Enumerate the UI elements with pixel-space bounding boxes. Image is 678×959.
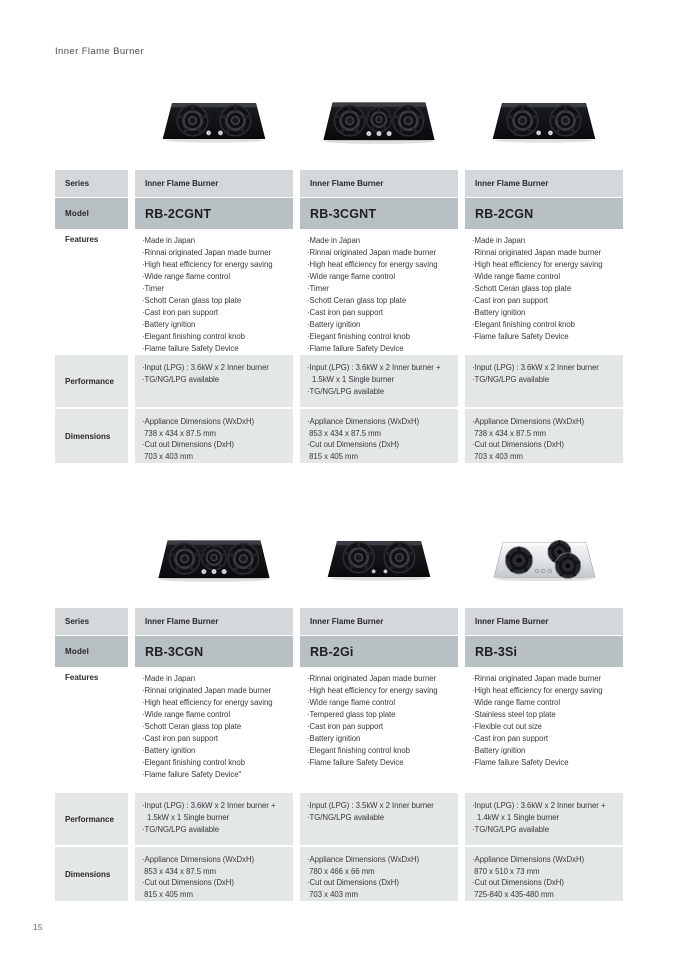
model-value: RB-3Si	[465, 636, 623, 667]
spec-line: ·TG/NG/LPG available	[472, 375, 549, 384]
spec-line: 815 x 405 mm	[142, 889, 193, 899]
spec-line: ·Cast iron pan support	[307, 722, 384, 731]
product-image-rb-3si	[465, 526, 623, 596]
spec-line: ·High heat efficiency for energy saving	[472, 686, 603, 695]
spec-line: ·Appliance Dimensions (WxDxH)	[307, 855, 420, 864]
performance-label: Performance	[55, 793, 128, 845]
spec-line: ·Battery ignition	[142, 320, 196, 329]
product-image-row-1	[55, 88, 623, 158]
spec-line: ·Flexible cut out size	[472, 722, 542, 731]
series-value: Inner Flame Burner	[135, 170, 293, 197]
spec-line: ·Battery ignition	[307, 734, 361, 743]
dimensions-list	[135, 847, 293, 901]
series-value: Inner Flame Burner	[300, 608, 458, 635]
spec-line: ·Cast iron pan support	[307, 308, 384, 317]
product-image-row-2	[55, 526, 623, 596]
spec-line: ·Input (LPG) : 3.5kW x 2 Inner burner	[307, 801, 434, 810]
spec-line: ·Rinnai originated Japan made burner	[142, 686, 272, 695]
spec-line: ·Wide range flame control	[142, 710, 231, 719]
spec-line: ·Flame failure Safety Device	[142, 344, 239, 353]
spec-line: ·Made in Japan	[142, 674, 196, 683]
spec-line: ·TG/NG/LPG available	[142, 375, 219, 384]
spec-line: ·TG/NG/LPG available	[307, 813, 384, 822]
spec-line: ·Made in Japan	[472, 236, 526, 245]
spec-line: ·Appliance Dimensions (WxDxH)	[472, 855, 585, 864]
spec-line: ·Elegant finishing control knob	[307, 332, 410, 341]
spec-line: ·Battery ignition	[472, 308, 526, 317]
spec-line: ·Made in Japan	[142, 236, 196, 245]
spec-line: ·High heat efficiency for energy saving	[307, 260, 438, 269]
spec-line: ·Cut out Dimensions (DxH)	[307, 878, 399, 887]
spec-line: ·Battery ignition	[307, 320, 361, 329]
spec-line: 853 x 434 x 87.5 mm	[142, 866, 216, 876]
series-value: Inner Flame Burner	[300, 170, 458, 197]
spec-line: ·Rinnai originated Japan made burner	[142, 248, 272, 257]
page-number: 15	[33, 922, 43, 932]
spec-line: ·Timer	[142, 284, 164, 293]
performance-list	[300, 355, 458, 407]
series-row-2	[55, 608, 623, 635]
spec-line: ·Wide range flame control	[307, 698, 396, 707]
spec-line: ·Wide range flame control	[307, 272, 396, 281]
spec-line: ·Input (LPG) : 3.6kW x 2 Inner burner + 1.5kW x 1 Single burner	[307, 363, 443, 384]
spec-line: ·High heat efficiency for energy saving	[472, 260, 603, 269]
performance-list	[465, 793, 623, 845]
spec-line: ·Rinnai originated Japan made burner	[307, 674, 437, 683]
product-image-rb-3cgn	[135, 526, 293, 596]
spec-line: ·High heat efficiency for energy saving	[307, 686, 438, 695]
spec-line: ·Cut out Dimensions (DxH)	[472, 440, 564, 449]
spec-line: ·Wide range flame control	[142, 272, 231, 281]
performance-label: Performance	[55, 355, 128, 407]
spec-line: ·Wide range flame control	[472, 698, 561, 707]
product-image-rb-2gi	[300, 526, 458, 596]
features-list	[465, 671, 623, 793]
dimensions-list	[465, 409, 623, 463]
dimensions-list	[135, 409, 293, 463]
features-label: Features	[55, 671, 128, 793]
dimensions-list	[300, 409, 458, 463]
features-list	[300, 233, 458, 355]
spec-line: ·Timer	[307, 284, 329, 293]
spec-line: ·Appliance Dimensions (WxDxH)	[472, 417, 585, 426]
dimensions-label: Dimensions	[55, 847, 128, 901]
features-list	[465, 233, 623, 355]
spec-line: ·Input (LPG) : 3.6kW x 2 Inner burner	[142, 363, 269, 372]
spec-line: ·Schott Ceran glass top plate	[472, 284, 572, 293]
spec-line: ·Cast iron pan support	[472, 734, 549, 743]
model-label: Model	[55, 636, 128, 667]
series-label: Series	[55, 170, 128, 197]
spec-line: ·Elegant finishing control knob	[472, 320, 575, 329]
product-image-rb-2cgnt	[135, 88, 293, 158]
spec-line: ·Appliance Dimensions (WxDxH)	[307, 417, 420, 426]
dimensions-list	[465, 847, 623, 901]
spec-line: ·Input (LPG) : 3.6kW x 2 Inner burner	[472, 363, 599, 372]
dimensions-list	[300, 847, 458, 901]
spec-line: ·Cast iron pan support	[472, 296, 549, 305]
spec-line: ·Made in Japan	[307, 236, 361, 245]
spec-line: ·Cast iron pan support	[142, 308, 219, 317]
spec-line: ·Schott Ceran glass top plate	[142, 296, 242, 305]
model-value: RB-2CGNT	[135, 198, 293, 229]
performance-row-2	[55, 793, 623, 845]
features-row-1	[55, 233, 623, 355]
spec-line: ·Flame failure Safety Device	[307, 344, 404, 353]
dimensions-row-2	[55, 847, 623, 901]
spec-line: ·Wide range flame control	[472, 272, 561, 281]
series-value: Inner Flame Burner	[135, 608, 293, 635]
model-value: RB-2CGN	[465, 198, 623, 229]
dimensions-row-1	[55, 409, 623, 463]
performance-list	[300, 793, 458, 845]
model-value: RB-2Gi	[300, 636, 458, 667]
spec-line: ·Input (LPG) : 3.6kW x 2 Inner burner + 1.5kW x 1 Single burner	[142, 801, 278, 822]
spec-line: 703 x 403 mm	[142, 451, 193, 461]
spec-line: ·Flame failure Safety Device	[307, 758, 404, 767]
spec-line: ·Tempered glass top plate	[307, 710, 396, 719]
model-value: RB-3CGNT	[300, 198, 458, 229]
model-row-1	[55, 198, 623, 229]
spec-line: ·Cut out Dimensions (DxH)	[307, 440, 399, 449]
series-row-1	[55, 170, 623, 197]
performance-row-1	[55, 355, 623, 407]
spec-line: ·High heat efficiency for energy saving	[142, 260, 273, 269]
series-value: Inner Flame Burner	[465, 608, 623, 635]
series-label: Series	[55, 608, 128, 635]
product-image-rb-2cgn	[465, 88, 623, 158]
features-label: Features	[55, 233, 128, 355]
spec-line: 815 x 405 mm	[307, 451, 358, 461]
performance-list	[135, 355, 293, 407]
page-title: Inner Flame Burner	[55, 46, 145, 57]
features-list	[135, 233, 293, 355]
spec-line: ·Flame failure Safety Device"	[142, 770, 242, 779]
spec-line: ·Cut out Dimensions (DxH)	[472, 878, 564, 887]
spec-line: 703 x 403 mm	[307, 889, 358, 899]
spec-line: ·Elegant finishing control knob	[307, 746, 410, 755]
spec-line: ·Schott Ceran glass top plate	[307, 296, 407, 305]
spec-line: ·Battery ignition	[472, 746, 526, 755]
model-value: RB-3CGN	[135, 636, 293, 667]
spec-line: ·Cut out Dimensions (DxH)	[142, 440, 234, 449]
spec-line: ·Rinnai originated Japan made burner	[472, 248, 602, 257]
spec-line: ·Rinnai originated Japan made burner	[307, 248, 437, 257]
spec-line: ·Stainless steel top plate	[472, 710, 556, 719]
spec-line: ·Cut out Dimensions (DxH)	[142, 878, 234, 887]
spec-line: ·Appliance Dimensions (WxDxH)	[142, 855, 255, 864]
spec-line: 738 x 434 x 87.5 mm	[472, 428, 546, 438]
spec-line: ·Rinnai originated Japan made burner	[472, 674, 602, 683]
spec-line: ·Elegant finishing control knob	[142, 758, 245, 767]
series-value: Inner Flame Burner	[465, 170, 623, 197]
spec-line: 780 x 466 x 66 mm	[307, 866, 375, 876]
model-row-2	[55, 636, 623, 667]
dimensions-label: Dimensions	[55, 409, 128, 463]
spec-line: ·Flame failure Safety Device	[472, 758, 569, 767]
features-list	[300, 671, 458, 793]
spec-line: ·Input (LPG) : 3.6kW x 2 Inner burner + 1.4kW x 1 Single burner	[472, 801, 608, 822]
spec-line: ·Elegant finishing control knob	[142, 332, 245, 341]
spec-line: ·Battery ignition	[142, 746, 196, 755]
spec-line: ·TG/NG/LPG available	[307, 387, 384, 396]
features-list	[135, 671, 293, 793]
model-label: Model	[55, 198, 128, 229]
product-image-rb-3cgnt	[300, 88, 458, 158]
spec-line: ·Appliance Dimensions (WxDxH)	[142, 417, 255, 426]
spec-line: 725-840 x 435-480 mm	[472, 889, 554, 899]
performance-list	[465, 355, 623, 407]
spec-line: ·Cast iron pan support	[142, 734, 219, 743]
spec-line: 870 x 510 x 73 mm	[472, 866, 540, 876]
spec-line: ·TG/NG/LPG available	[472, 825, 549, 834]
spec-line: ·High heat efficiency for energy saving	[142, 698, 273, 707]
features-row-2	[55, 671, 623, 793]
spec-line: ·TG/NG/LPG available	[142, 825, 219, 834]
performance-list	[135, 793, 293, 845]
spec-line: ·Flame failure Safety Device	[472, 332, 569, 341]
spec-line: ·Schott Ceran glass top plate	[142, 722, 242, 731]
spec-line: 703 x 403 mm	[472, 451, 523, 461]
spec-line: 853 x 434 x 87.5 mm	[307, 428, 381, 438]
spec-line: 738 x 434 x 87.5 mm	[142, 428, 216, 438]
